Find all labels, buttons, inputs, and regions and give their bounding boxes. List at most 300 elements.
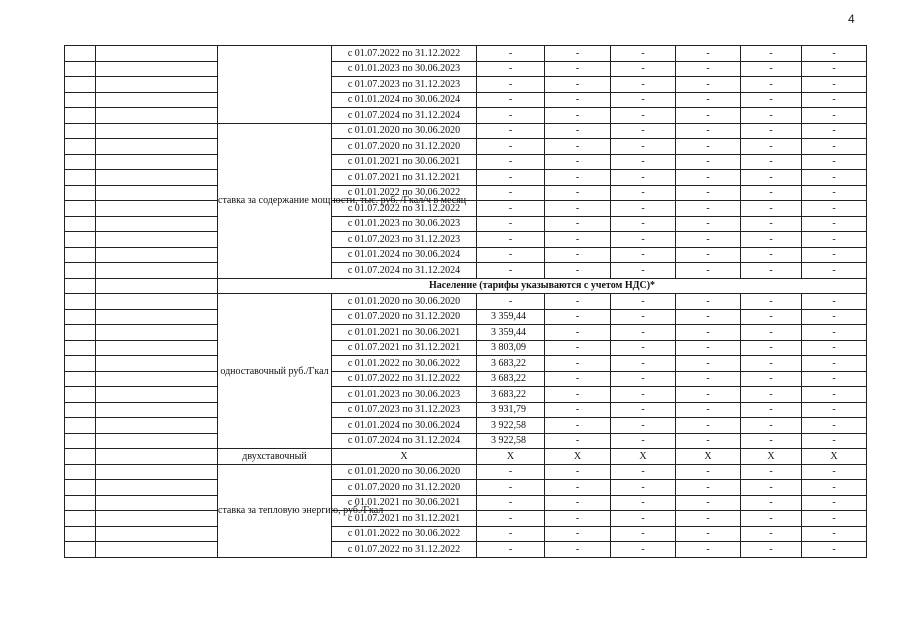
value-cell: - bbox=[477, 92, 545, 108]
empty-cell bbox=[65, 108, 96, 124]
value-cell: - bbox=[477, 294, 545, 310]
period-cell: с 01.01.2022 по 30.06.2022 bbox=[332, 526, 477, 542]
value-cell: - bbox=[477, 154, 545, 170]
value-cell: - bbox=[611, 263, 676, 279]
period-cell: с 01.07.2023 по 31.12.2023 bbox=[332, 232, 477, 248]
value-cell: - bbox=[741, 340, 802, 356]
value-cell: - bbox=[611, 325, 676, 341]
value-cell: - bbox=[802, 309, 867, 325]
value-cell: - bbox=[477, 139, 545, 155]
value-cell: - bbox=[611, 154, 676, 170]
value-cell: - bbox=[611, 340, 676, 356]
value-cell: - bbox=[477, 542, 545, 558]
value-cell: 3 359,44 bbox=[477, 309, 545, 325]
value-cell: - bbox=[676, 480, 741, 496]
empty-cell bbox=[96, 480, 218, 496]
value-cell: - bbox=[611, 356, 676, 372]
value-cell: - bbox=[802, 511, 867, 527]
value-cell: 3 683,22 bbox=[477, 371, 545, 387]
value-cell: - bbox=[477, 123, 545, 139]
value-cell: - bbox=[676, 371, 741, 387]
period-cell: с 01.01.2023 по 30.06.2023 bbox=[332, 61, 477, 77]
value-cell: - bbox=[802, 495, 867, 511]
value-cell: - bbox=[741, 92, 802, 108]
value-cell: - bbox=[741, 232, 802, 248]
table-row bbox=[65, 154, 867, 170]
value-cell: - bbox=[676, 46, 741, 62]
value-cell: - bbox=[741, 433, 802, 449]
value-cell: - bbox=[611, 371, 676, 387]
value-cell: - bbox=[477, 495, 545, 511]
value-cell: - bbox=[545, 402, 611, 418]
empty-cell bbox=[65, 46, 96, 62]
rate-type-label: ставка за содержание мощности, тыс. руб. /Гкал/ч в месяц bbox=[218, 123, 332, 278]
table-row bbox=[65, 433, 867, 449]
value-cell: - bbox=[545, 309, 611, 325]
value-cell: - bbox=[741, 170, 802, 186]
value-cell: - bbox=[545, 542, 611, 558]
value-cell: - bbox=[545, 92, 611, 108]
tariff-table-body bbox=[65, 46, 867, 558]
value-cell: - bbox=[477, 185, 545, 201]
value-cell: - bbox=[611, 433, 676, 449]
table-row bbox=[65, 170, 867, 186]
value-cell: - bbox=[802, 526, 867, 542]
value-cell: - bbox=[676, 263, 741, 279]
value-cell: - bbox=[676, 495, 741, 511]
table-row bbox=[65, 46, 867, 62]
value-cell: - bbox=[545, 123, 611, 139]
table-row bbox=[65, 542, 867, 558]
empty-cell bbox=[65, 309, 96, 325]
value-cell: - bbox=[545, 511, 611, 527]
value-cell: - bbox=[741, 185, 802, 201]
value-cell: - bbox=[676, 402, 741, 418]
value-cell: - bbox=[741, 263, 802, 279]
empty-cell bbox=[65, 201, 96, 217]
value-cell: - bbox=[611, 170, 676, 186]
period-cell: с 01.01.2020 по 30.06.2020 bbox=[332, 294, 477, 310]
value-cell: - bbox=[741, 542, 802, 558]
value-cell: - bbox=[477, 526, 545, 542]
value-cell: - bbox=[545, 495, 611, 511]
value-cell: - bbox=[802, 325, 867, 341]
value-cell: - bbox=[545, 418, 611, 434]
period-cell: с 01.01.2023 по 30.06.2023 bbox=[332, 216, 477, 232]
value-cell: - bbox=[545, 387, 611, 403]
rate-type-label: одноставочный руб./Гкал bbox=[218, 294, 332, 449]
value-cell: - bbox=[545, 139, 611, 155]
value-cell: - bbox=[741, 201, 802, 217]
value-cell: - bbox=[477, 480, 545, 496]
value-cell: - bbox=[545, 232, 611, 248]
period-cell: с 01.07.2024 по 31.12.2024 bbox=[332, 263, 477, 279]
empty-cell bbox=[96, 77, 218, 93]
value-cell: - bbox=[477, 77, 545, 93]
empty-cell bbox=[65, 123, 96, 139]
empty-cell bbox=[96, 325, 218, 341]
value-cell: - bbox=[477, 61, 545, 77]
value-cell: - bbox=[611, 309, 676, 325]
period-cell: с 01.07.2022 по 31.12.2022 bbox=[332, 201, 477, 217]
value-cell: - bbox=[545, 201, 611, 217]
value-cell: 3 803,09 bbox=[477, 340, 545, 356]
value-cell: - bbox=[545, 294, 611, 310]
x-cell: Х bbox=[477, 449, 545, 465]
empty-cell bbox=[65, 263, 96, 279]
value-cell: - bbox=[741, 325, 802, 341]
period-cell: с 01.07.2024 по 31.12.2024 bbox=[332, 433, 477, 449]
period-cell: с 01.07.2022 по 31.12.2022 bbox=[332, 371, 477, 387]
table-row bbox=[65, 123, 867, 139]
value-cell: - bbox=[676, 309, 741, 325]
empty-cell bbox=[65, 185, 96, 201]
period-cell: с 01.07.2020 по 31.12.2020 bbox=[332, 139, 477, 155]
value-cell: - bbox=[611, 495, 676, 511]
period-cell: с 01.01.2024 по 30.06.2024 bbox=[332, 247, 477, 263]
empty-cell bbox=[65, 495, 96, 511]
table-row bbox=[65, 263, 867, 279]
value-cell: - bbox=[477, 247, 545, 263]
table-row bbox=[65, 216, 867, 232]
value-cell: - bbox=[802, 170, 867, 186]
value-cell: - bbox=[676, 170, 741, 186]
value-cell: - bbox=[802, 61, 867, 77]
value-cell: - bbox=[741, 247, 802, 263]
table-row bbox=[65, 108, 867, 124]
value-cell: - bbox=[802, 418, 867, 434]
table-row bbox=[65, 511, 867, 527]
value-cell: - bbox=[741, 418, 802, 434]
value-cell: - bbox=[676, 464, 741, 480]
value-cell: - bbox=[611, 46, 676, 62]
value-cell: - bbox=[802, 185, 867, 201]
empty-cell bbox=[65, 356, 96, 372]
value-cell: - bbox=[676, 325, 741, 341]
value-cell: - bbox=[611, 511, 676, 527]
period-cell: с 01.07.2023 по 31.12.2023 bbox=[332, 77, 477, 93]
value-cell: - bbox=[545, 371, 611, 387]
empty-cell bbox=[96, 495, 218, 511]
empty-cell bbox=[65, 418, 96, 434]
period-cell: с 01.07.2024 по 31.12.2024 bbox=[332, 108, 477, 124]
table-row bbox=[65, 92, 867, 108]
empty-cell bbox=[65, 371, 96, 387]
value-cell: 3 922,58 bbox=[477, 433, 545, 449]
section-title: Население (тарифы указываются с учетом НДС)* bbox=[218, 278, 867, 294]
value-cell: - bbox=[802, 480, 867, 496]
value-cell: - bbox=[741, 495, 802, 511]
value-cell: - bbox=[676, 340, 741, 356]
value-cell: - bbox=[741, 139, 802, 155]
value-cell: - bbox=[802, 46, 867, 62]
value-cell: - bbox=[676, 201, 741, 217]
value-cell: - bbox=[802, 402, 867, 418]
period-cell: с 01.01.2021 по 30.06.2021 bbox=[332, 495, 477, 511]
value-cell: - bbox=[676, 216, 741, 232]
value-cell: - bbox=[545, 480, 611, 496]
value-cell: - bbox=[611, 139, 676, 155]
value-cell: - bbox=[802, 340, 867, 356]
period-cell: с 01.07.2020 по 31.12.2020 bbox=[332, 480, 477, 496]
empty-cell bbox=[96, 263, 218, 279]
value-cell: - bbox=[802, 154, 867, 170]
value-cell: - bbox=[611, 123, 676, 139]
value-cell: - bbox=[741, 526, 802, 542]
period-cell: с 01.07.2022 по 31.12.2022 bbox=[332, 542, 477, 558]
value-cell: - bbox=[741, 294, 802, 310]
value-cell: - bbox=[611, 201, 676, 217]
value-cell: - bbox=[477, 216, 545, 232]
x-cell: Х bbox=[741, 449, 802, 465]
value-cell: - bbox=[545, 356, 611, 372]
value-cell: - bbox=[676, 123, 741, 139]
table-row bbox=[65, 309, 867, 325]
empty-cell bbox=[65, 278, 96, 294]
value-cell: - bbox=[611, 108, 676, 124]
value-cell: - bbox=[545, 77, 611, 93]
empty-cell bbox=[96, 232, 218, 248]
period-cell: с 01.01.2024 по 30.06.2024 bbox=[332, 92, 477, 108]
page-number: 4 bbox=[848, 12, 855, 26]
tariff-table bbox=[64, 45, 867, 558]
value-cell: - bbox=[802, 433, 867, 449]
value-cell: - bbox=[611, 92, 676, 108]
value-cell: 3 683,22 bbox=[477, 356, 545, 372]
value-cell: 3 922,58 bbox=[477, 418, 545, 434]
value-cell: - bbox=[802, 294, 867, 310]
period-cell: с 01.01.2023 по 30.06.2023 bbox=[332, 387, 477, 403]
value-cell: - bbox=[676, 61, 741, 77]
value-cell: - bbox=[676, 92, 741, 108]
value-cell: - bbox=[477, 46, 545, 62]
table-row bbox=[65, 356, 867, 372]
empty-cell bbox=[96, 61, 218, 77]
empty-cell bbox=[65, 387, 96, 403]
value-cell: - bbox=[477, 232, 545, 248]
value-cell: - bbox=[741, 387, 802, 403]
value-cell: - bbox=[741, 402, 802, 418]
value-cell: - bbox=[676, 185, 741, 201]
period-cell: с 01.07.2021 по 31.12.2021 bbox=[332, 170, 477, 186]
value-cell: - bbox=[741, 154, 802, 170]
value-cell: - bbox=[741, 309, 802, 325]
value-cell: - bbox=[741, 511, 802, 527]
period-cell: с 01.01.2021 по 30.06.2021 bbox=[332, 154, 477, 170]
section-row bbox=[65, 278, 867, 294]
value-cell: - bbox=[676, 356, 741, 372]
empty-cell bbox=[65, 247, 96, 263]
period-cell: с 01.01.2024 по 30.06.2024 bbox=[332, 418, 477, 434]
value-cell: - bbox=[676, 77, 741, 93]
value-cell: - bbox=[676, 387, 741, 403]
value-cell: - bbox=[741, 108, 802, 124]
empty-cell bbox=[96, 170, 218, 186]
empty-cell bbox=[96, 108, 218, 124]
value-cell: - bbox=[802, 464, 867, 480]
empty-cell bbox=[65, 61, 96, 77]
empty-cell bbox=[65, 526, 96, 542]
value-cell: - bbox=[676, 232, 741, 248]
empty-cell bbox=[65, 77, 96, 93]
empty-cell bbox=[96, 340, 218, 356]
value-cell: - bbox=[676, 139, 741, 155]
table-row bbox=[65, 371, 867, 387]
value-cell: - bbox=[676, 247, 741, 263]
empty-cell bbox=[65, 92, 96, 108]
empty-cell bbox=[65, 480, 96, 496]
value-cell: - bbox=[611, 77, 676, 93]
value-cell: - bbox=[741, 123, 802, 139]
value-cell: - bbox=[802, 263, 867, 279]
x-cell: Х bbox=[332, 449, 477, 465]
value-cell: - bbox=[545, 154, 611, 170]
value-cell: - bbox=[741, 46, 802, 62]
value-cell: - bbox=[741, 464, 802, 480]
value-cell: - bbox=[545, 247, 611, 263]
x-cell: Х bbox=[611, 449, 676, 465]
empty-cell bbox=[96, 247, 218, 263]
value-cell: - bbox=[477, 170, 545, 186]
empty-cell bbox=[65, 402, 96, 418]
value-cell: - bbox=[802, 542, 867, 558]
period-cell: с 01.07.2021 по 31.12.2021 bbox=[332, 511, 477, 527]
period-cell: с 01.07.2021 по 31.12.2021 bbox=[332, 340, 477, 356]
value-cell: - bbox=[802, 216, 867, 232]
table-row bbox=[65, 418, 867, 434]
empty-cell bbox=[96, 449, 218, 465]
table-row bbox=[65, 139, 867, 155]
empty-cell bbox=[65, 542, 96, 558]
empty-cell bbox=[96, 356, 218, 372]
value-cell: - bbox=[802, 232, 867, 248]
value-cell: - bbox=[802, 371, 867, 387]
value-cell: - bbox=[741, 480, 802, 496]
value-cell: - bbox=[545, 464, 611, 480]
value-cell: - bbox=[611, 216, 676, 232]
value-cell: - bbox=[545, 185, 611, 201]
value-cell: 3 683,22 bbox=[477, 387, 545, 403]
value-cell: - bbox=[545, 433, 611, 449]
table-row bbox=[65, 232, 867, 248]
value-cell: - bbox=[545, 263, 611, 279]
value-cell: - bbox=[545, 216, 611, 232]
empty-cell bbox=[96, 185, 218, 201]
value-cell: - bbox=[676, 433, 741, 449]
empty-cell bbox=[65, 449, 96, 465]
empty-cell bbox=[96, 526, 218, 542]
table-row bbox=[65, 387, 867, 403]
rate-type-label bbox=[218, 46, 332, 124]
value-cell: - bbox=[545, 340, 611, 356]
table-row bbox=[65, 402, 867, 418]
empty-cell bbox=[65, 294, 96, 310]
value-cell: - bbox=[545, 170, 611, 186]
value-cell: - bbox=[545, 526, 611, 542]
value-cell: - bbox=[477, 108, 545, 124]
value-cell: - bbox=[802, 139, 867, 155]
empty-cell bbox=[96, 123, 218, 139]
empty-cell bbox=[65, 232, 96, 248]
value-cell: - bbox=[545, 108, 611, 124]
empty-cell bbox=[65, 170, 96, 186]
value-cell: - bbox=[477, 464, 545, 480]
empty-cell bbox=[96, 92, 218, 108]
empty-cell bbox=[65, 511, 96, 527]
value-cell: - bbox=[611, 542, 676, 558]
period-cell: с 01.07.2022 по 31.12.2022 bbox=[332, 46, 477, 62]
value-cell: - bbox=[802, 201, 867, 217]
empty-cell bbox=[96, 464, 218, 480]
value-cell: - bbox=[676, 418, 741, 434]
empty-cell bbox=[65, 433, 96, 449]
value-cell: - bbox=[802, 247, 867, 263]
value-cell: - bbox=[611, 418, 676, 434]
value-cell: - bbox=[741, 61, 802, 77]
value-cell: - bbox=[802, 387, 867, 403]
empty-cell bbox=[96, 433, 218, 449]
period-cell: с 01.07.2020 по 31.12.2020 bbox=[332, 309, 477, 325]
x-cell: Х bbox=[802, 449, 867, 465]
table-row bbox=[65, 77, 867, 93]
empty-cell bbox=[65, 325, 96, 341]
empty-cell bbox=[96, 418, 218, 434]
value-cell: - bbox=[741, 77, 802, 93]
empty-cell bbox=[65, 464, 96, 480]
value-cell: - bbox=[802, 356, 867, 372]
value-cell: - bbox=[611, 387, 676, 403]
value-cell: - bbox=[741, 356, 802, 372]
empty-cell bbox=[96, 216, 218, 232]
empty-cell bbox=[96, 201, 218, 217]
value-cell: - bbox=[741, 216, 802, 232]
value-cell: - bbox=[741, 371, 802, 387]
value-cell: - bbox=[611, 464, 676, 480]
value-cell: - bbox=[676, 526, 741, 542]
empty-cell bbox=[65, 139, 96, 155]
table-row bbox=[65, 247, 867, 263]
table-row bbox=[65, 340, 867, 356]
table-row bbox=[65, 526, 867, 542]
value-cell: - bbox=[802, 123, 867, 139]
value-cell: 3 931,79 bbox=[477, 402, 545, 418]
x-cell: Х bbox=[545, 449, 611, 465]
value-cell: - bbox=[611, 402, 676, 418]
empty-cell bbox=[96, 511, 218, 527]
value-cell: - bbox=[676, 511, 741, 527]
rate-type-label: двухставочный bbox=[218, 449, 332, 465]
value-cell: - bbox=[676, 294, 741, 310]
value-cell: - bbox=[477, 201, 545, 217]
value-cell: - bbox=[611, 185, 676, 201]
period-cell: с 01.07.2023 по 31.12.2023 bbox=[332, 402, 477, 418]
empty-cell bbox=[65, 216, 96, 232]
value-cell: - bbox=[611, 526, 676, 542]
empty-cell bbox=[96, 154, 218, 170]
x-row bbox=[65, 449, 867, 465]
x-cell: Х bbox=[676, 449, 741, 465]
value-cell: - bbox=[477, 511, 545, 527]
empty-cell bbox=[96, 309, 218, 325]
value-cell: - bbox=[545, 46, 611, 62]
value-cell: - bbox=[611, 232, 676, 248]
value-cell: 3 359,44 bbox=[477, 325, 545, 341]
value-cell: - bbox=[676, 542, 741, 558]
value-cell: - bbox=[802, 77, 867, 93]
value-cell: - bbox=[676, 154, 741, 170]
value-cell: - bbox=[676, 108, 741, 124]
empty-cell bbox=[96, 278, 218, 294]
